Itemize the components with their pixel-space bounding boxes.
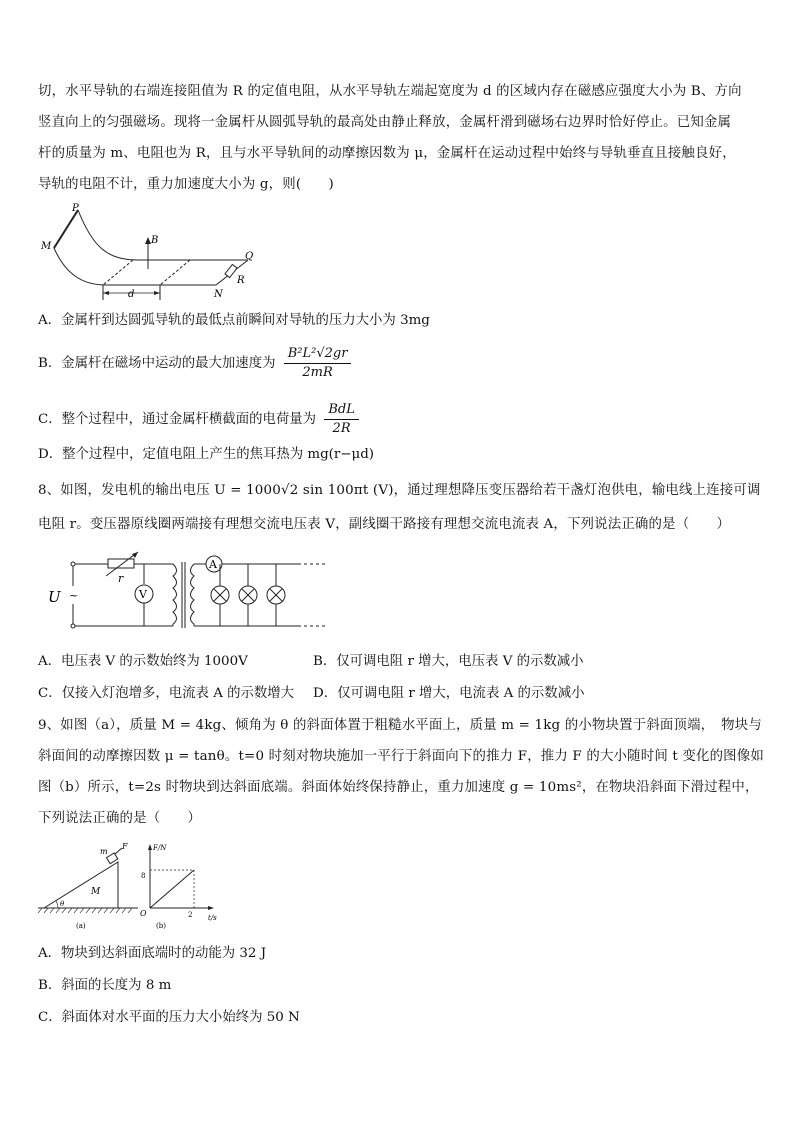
svg-text:~: ~ (69, 589, 79, 602)
q7-option-b-numerator: B²L²√2gr (284, 345, 352, 364)
q7-option-c-fraction (324, 401, 359, 438)
q9-label-F: F (122, 842, 128, 851)
q9-option-a: A．物块到达斜面底端时的动能为 32 J (38, 946, 267, 961)
q9-label-m: m (100, 847, 108, 856)
q7-option-b-denominator: 2mR (302, 365, 333, 380)
q9-stem-line-1: 9、如图（a），质量 M = 4kg、倾角为 θ 的斜面体置于粗糙水平面上，质量 m = 1kg 的小物块置于斜面顶端， 物块与 (38, 718, 762, 733)
q7-label-N: N (214, 289, 223, 300)
q9-stem-line-2: 斜面间的动摩擦因数 μ = tanθ。t=0 时刻对物块施加一平行于斜面向下的推力 F，推力 F 的大小随时间 t 变化的图像如 (38, 749, 764, 764)
q7-rail-diagram (38, 203, 268, 303)
q9-label-theta: θ (60, 900, 65, 908)
q7-label-P: P (72, 203, 79, 214)
q7-option-d: D．整个过程中，定值电阻上产生的焦耳热为 mg(r−μd) (38, 447, 375, 462)
q7-label-M: M (41, 241, 52, 252)
q8-option-c: C．仅接入灯泡增多，电流表 A 的示数增大 (38, 686, 295, 701)
q8-lamp-2 (239, 564, 257, 626)
q8-stem-line-1: 8、如图，发电机的输出电压 U = 1000√2 sin 100πt (V)，通过理想降压变压器给若干盏灯泡供电，输电线上连接可调 (38, 483, 761, 498)
q8-label-V: V (139, 588, 147, 601)
q9-caption-b: (b) (156, 922, 166, 930)
q9-x-axis-label: t/s (208, 914, 217, 922)
q8-lamp-3 (267, 564, 285, 626)
q7-option-b-fraction (284, 345, 352, 382)
q8-lamp-1 (211, 564, 229, 626)
q7-label-Q: Q (245, 251, 254, 262)
q9-plot-area (150, 870, 194, 908)
q7-back-rail (78, 210, 248, 260)
q9-label-M: M (91, 887, 101, 897)
q8-option-a: A．电压表 V 的示数始终为 1000V (38, 654, 248, 669)
q7-option-c (38, 401, 363, 438)
q7-option-b (38, 345, 355, 382)
q7-stem-line-1: 切，水平导轨的右端连接阻值为 R 的定值电阻，从水平导轨左端起宽度为 d 的区域内存在磁感应强度大小为 B、方向 (38, 84, 742, 99)
q7-stem-line-3: 杆的质量为 m、电阻也为 R，且与水平导轨间的动摩擦因数为 μ，金属杆在运动过程中始终与导轨垂直且接触良好， (38, 146, 736, 161)
q8-label-A: A (209, 558, 217, 571)
q7-option-c-denominator: 2R (332, 421, 351, 436)
q7-option-a: A．金属杆到达圆弧导轨的最低点前瞬间对导轨的压力大小为 3mg (38, 313, 430, 328)
q7-front-rail (54, 248, 216, 285)
q7-option-b-text: B．金属杆在磁场中运动的最大加速度为 (38, 356, 276, 371)
q9-y-tick-label: 8 (141, 872, 146, 880)
q9-small-block (106, 853, 117, 864)
q7-stem-line-4: 导轨的电阻不计，重力加速度大小为 g，则( ) (38, 177, 334, 192)
q7-label-d: d (128, 289, 135, 300)
q7-option-c-text: C．整个过程中，通过金属杆横截面的电荷量为 (38, 412, 317, 427)
q7-option-c-numerator: BdL (324, 401, 359, 420)
q9-caption-a: (a) (76, 922, 86, 930)
q9-option-b: B．斜面的长度为 8 m (38, 978, 172, 993)
q7-resistor (225, 264, 237, 277)
q7-metal-rod (54, 210, 78, 248)
q9-stem-line-3: 图（b）所示，t=2s 时物块到达斜面底端。斜面体始终保持静止，重力加速度 g = 10ms²，在物块沿斜面下滑过程中， (38, 780, 759, 795)
q8-stem-line-2: 电阻 r。变压器原线圈两端接有理想交流电压表 V，副线圈干路接有理想交流电流表 A，下列说法正确的是（ ） (38, 517, 731, 532)
q8-circuit-diagram (38, 550, 338, 638)
q8-secondary-coil (191, 564, 195, 624)
q8-variable-resistor (108, 559, 134, 568)
q9-option-c: C．斜面体对水平面的压力大小始终为 50 N (38, 1010, 300, 1025)
q7-label-B: B (151, 235, 159, 246)
q8-primary-coil (173, 564, 177, 624)
q9-origin-label: O (140, 909, 147, 918)
q9-x-tick-label: 2 (188, 911, 193, 919)
q9-force-time-chart (140, 840, 230, 932)
q7-label-R: R (237, 275, 245, 286)
q9-incline-block (44, 862, 118, 908)
q9-force-line (150, 870, 194, 908)
q9-stem-line-4: 下列说法正确的是（ ） (38, 811, 202, 826)
q7-stem-line-2: 竖直向上的匀强磁场。现将一金属杆从圆弧导轨的最高处由静止释放，金属杆滑到磁场右边界时恰好停止。已知金属 (38, 115, 732, 130)
q8-label-r: r (118, 572, 124, 585)
q8-option-d: D．仅可调电阻 r 增大，电流表 A 的示数减小 (313, 686, 585, 701)
q8-label-U: U (48, 588, 61, 606)
q9-y-axis-label: F/N (153, 844, 167, 852)
q8-option-b: B．仅可调电阻 r 增大，电压表 V 的示数减小 (313, 654, 584, 669)
q9-incline-diagram (38, 840, 148, 932)
